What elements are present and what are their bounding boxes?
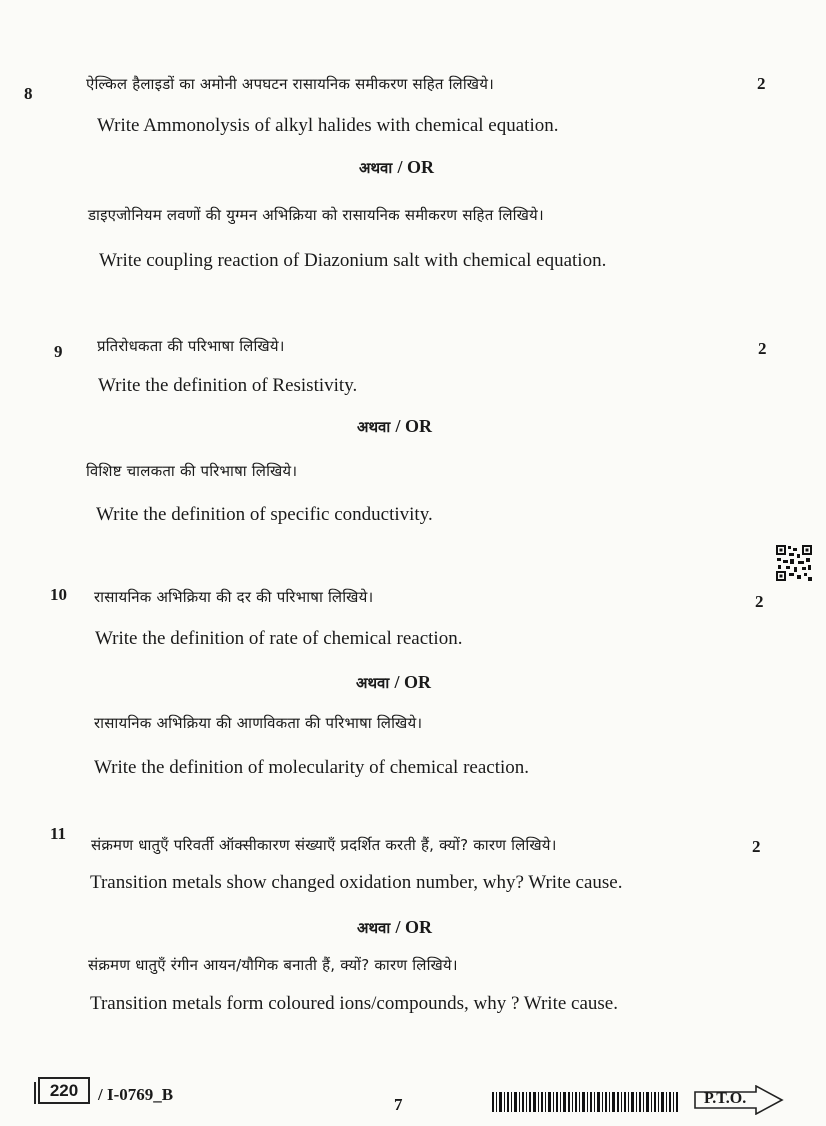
question-10-hindi: रासायनिक अभिक्रिया की दर की परिभाषा लिखिये। (94, 588, 374, 606)
question-11-number: 11 (50, 824, 67, 843)
question-9-marks: 2 (758, 339, 767, 358)
question-8-hindi: ऐल्किल हैलाइडों का अमोनी अपघटन रासायनिक समीकरण सहित लिखिये। (86, 75, 495, 93)
question-11-alt-english: Transition metals form coloured ions/compounds, why ? Write cause. (90, 993, 618, 1014)
question-8-or-divider (359, 157, 434, 178)
paper-code: / I-0769_B (98, 1085, 174, 1104)
question-9-hindi: प्रतिरोधकता की परिभाषा लिखिये। (97, 337, 285, 355)
question-9-english: Write the definition of Resistivity. (98, 375, 358, 396)
question-9-alt-english: Write the definition of specific conductivity. (96, 504, 433, 525)
or-label-english: / OR (397, 157, 435, 177)
question-10-or-divider (356, 672, 431, 693)
question-9-or-divider (357, 416, 432, 437)
question-10-marks: 2 (755, 592, 764, 611)
or-label-hindi: अथवा (359, 159, 393, 177)
or-label-hindi: अथवा (357, 919, 391, 937)
or-label-hindi: अथवा (356, 674, 390, 692)
pto-label: P.T.O. (704, 1090, 747, 1107)
qr-code-icon (775, 544, 813, 582)
question-11-english: Transition metals show changed oxidation number, why? Write cause. (90, 872, 623, 893)
page-number: 7 (394, 1095, 403, 1114)
question-11-or-divider (357, 917, 432, 938)
question-10-alt-english: Write the definition of molecularity of chemical reaction. (94, 757, 530, 778)
question-8-english: Write Ammonolysis of alkyl halides with chemical equation. (97, 115, 559, 136)
question-11-marks: 2 (752, 837, 761, 856)
question-10-alt-hindi: रासायनिक अभिक्रिया की आणविकता की परिभाषा लिखिये। (94, 714, 423, 732)
paper-box-code: 220 (38, 1077, 90, 1104)
question-9-number: 9 (54, 342, 63, 361)
question-11-hindi: संक्रमण धातुएँ परिवर्ती ऑक्सीकारण संख्याएँ प्रदर्शित करती हैं, क्यों? कारण लिखिये। (91, 836, 557, 854)
question-10-english: Write the definition of rate of chemical reaction. (95, 628, 463, 649)
or-label-english: / OR (395, 416, 433, 436)
question-8-alt-english: Write coupling reaction of Diazonium salt with chemical equation. (99, 250, 607, 271)
question-10-number: 10 (50, 585, 67, 604)
question-8-marks: 2 (757, 74, 766, 93)
question-8-alt-hindi: डाइएजोनियम लवणों की युग्मन अभिक्रिया को रासायनिक समीकरण सहित लिखिये। (88, 206, 544, 224)
or-label-english: / OR (394, 672, 432, 692)
question-11-alt-hindi: संक्रमण धातुएँ रंगीन आयन/यौगिक बनाती हैं, क्यों? कारण लिखिये। (88, 956, 458, 974)
pto-marker (694, 1085, 784, 1115)
question-8-number: 8 (24, 84, 33, 103)
or-label-hindi: अथवा (357, 418, 391, 436)
barcode-icon (492, 1092, 678, 1112)
question-9-alt-hindi: विशिष्ट चालकता की परिभाषा लिखिये। (86, 462, 298, 480)
or-label-english: / OR (395, 917, 433, 937)
